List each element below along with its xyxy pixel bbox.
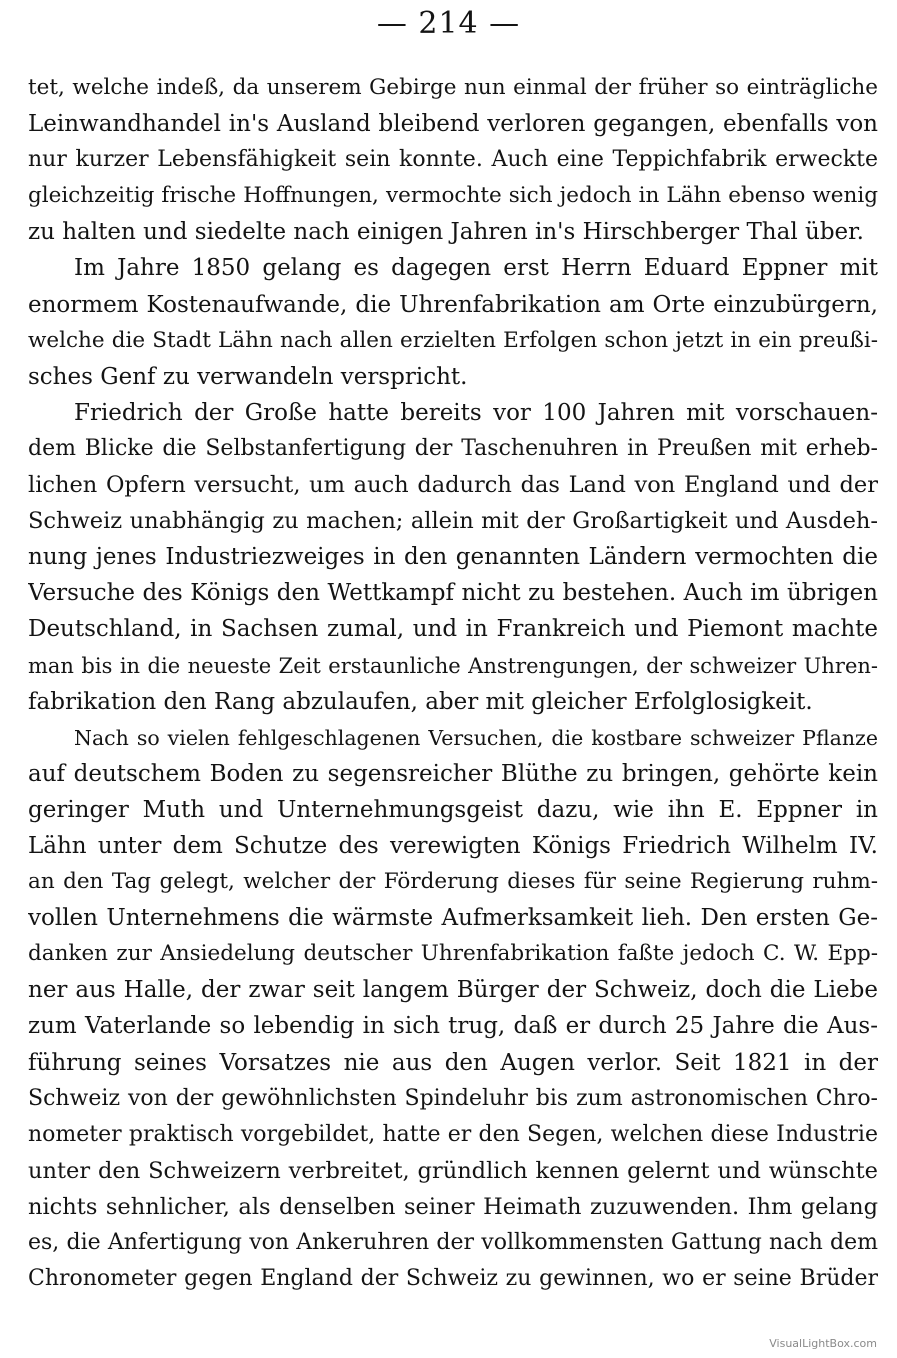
text-line: Schweiz unabhängig zu machen; allein mit der Großartigkeit und Ausdeh- bbox=[28, 508, 878, 535]
text-line: Nach so vielen fehlgeschlagenen Versuchen, die kostbare schweizer Pflanze bbox=[74, 725, 878, 750]
text-line: nometer praktisch vorgebildet, hatte er den Segen, welchen diese Industrie bbox=[28, 1121, 878, 1147]
text-line: Leinwandhandel in's Ausland bleibend verloren gegangen, ebenfalls von bbox=[28, 111, 878, 138]
text-line: Deutschland, in Sachsen zumal, und in Frankreich und Piemont machte bbox=[28, 616, 878, 643]
text-line: man bis in die neueste Zeit erstaunliche Anstrengungen, der schweizer Uhren- bbox=[28, 653, 878, 678]
text-line: führung seines Vorsatzes nie aus den Augen verlor. Seit 1821 in der bbox=[28, 1049, 878, 1076]
page-number: — 214 — bbox=[376, 6, 521, 41]
text-line: zu halten und siedelte nach einigen Jahren in's Hirschberger Thal über. bbox=[28, 219, 864, 246]
text-line: lichen Opfern versucht, um auch dadurch das Land von England und der bbox=[28, 472, 878, 499]
text-line: Friedrich der Große hatte bereits vor 100 Jahren mit vorschauen- bbox=[74, 399, 878, 426]
text-line: nichts sehnlicher, als denselben seiner Heimath zuzuwenden. Ihm gelang bbox=[28, 1193, 878, 1220]
text-line: geringer Muth und Unternehmungsgeist dazu, wie ihn E. Eppner in bbox=[28, 796, 878, 823]
text-line: Im Jahre 1850 gelang es dagegen erst Herrn Eduard Eppner mit bbox=[74, 255, 878, 282]
text-line: danken zur Ansiedelung deutscher Uhrenfabrikation faßte jedoch C. W. Epp- bbox=[28, 941, 878, 967]
text-line: Versuche des Königs den Wettkampf nicht zu bestehen. Auch im übrigen bbox=[28, 580, 878, 607]
text-line: ner aus Halle, der zwar seit langem Bürger der Schweiz, doch die Liebe bbox=[28, 977, 878, 1004]
text-line: dem Blicke die Selbstanfertigung der Taschenuhren in Preußen mit erheb- bbox=[28, 435, 878, 461]
text-line: fabrikation den Rang abzulaufen, aber mit gleicher Erfolglosigkeit. bbox=[28, 688, 813, 715]
text-line: nung jenes Industriezweiges in den genannten Ländern vermochten die bbox=[28, 544, 878, 571]
text-line: vollen Unternehmens die wärmste Aufmerksamkeit lieh. Den ersten Ge- bbox=[28, 905, 878, 932]
text-line: nur kurzer Lebensfähigkeit sein konnte. Auch eine Teppichfabrik erweckte bbox=[28, 147, 878, 173]
text-line: es, die Anfertigung von Ankeruhren der vollkommensten Gattung nach dem bbox=[28, 1230, 878, 1255]
text-line: Lähn unter dem Schutze des verewigten Königs Friedrich Wilhelm IV. bbox=[28, 832, 878, 859]
text-line: enormem Kostenaufwande, die Uhrenfabrikation am Orte einzubürgern, bbox=[28, 291, 878, 318]
text-line: Schweiz von der gewöhnlichsten Spindeluhr bis zum astronomischen Chro- bbox=[28, 1085, 878, 1111]
text-line: unter den Schweizern verbreitet, gründlich kennen gelernt und wünschte bbox=[28, 1157, 878, 1184]
text-line: Chronometer gegen England der Schweiz zu gewinnen, wo er seine Brüder bbox=[28, 1266, 878, 1292]
text-line: welche die Stadt Lähn nach allen erzielten Erfolgen schon jetzt in ein preußi- bbox=[28, 327, 878, 353]
text-line: zum Vaterlande so lebendig in sich trug, daß er durch 25 Jahre die Aus- bbox=[28, 1013, 878, 1040]
text-line: tet, welche indeß, da unserem Gebirge nun einmal der früher so einträgliche bbox=[28, 75, 878, 100]
text-line: an den Tag gelegt, welcher der Förderung dieses für seine Regierung ruhm- bbox=[28, 869, 878, 895]
text-line: auf deutschem Boden zu segensreicher Blüthe zu bringen, gehörte kein bbox=[28, 760, 878, 787]
text-line: sches Genf zu verwandeln verspricht. bbox=[28, 363, 468, 390]
text-line: gleichzeitig frische Hoffnungen, vermochte sich jedoch in Lähn ebenso wenig bbox=[28, 183, 878, 209]
body-text bbox=[28, 70, 878, 1297]
watermark: VisualLightBox.com bbox=[769, 1337, 877, 1350]
